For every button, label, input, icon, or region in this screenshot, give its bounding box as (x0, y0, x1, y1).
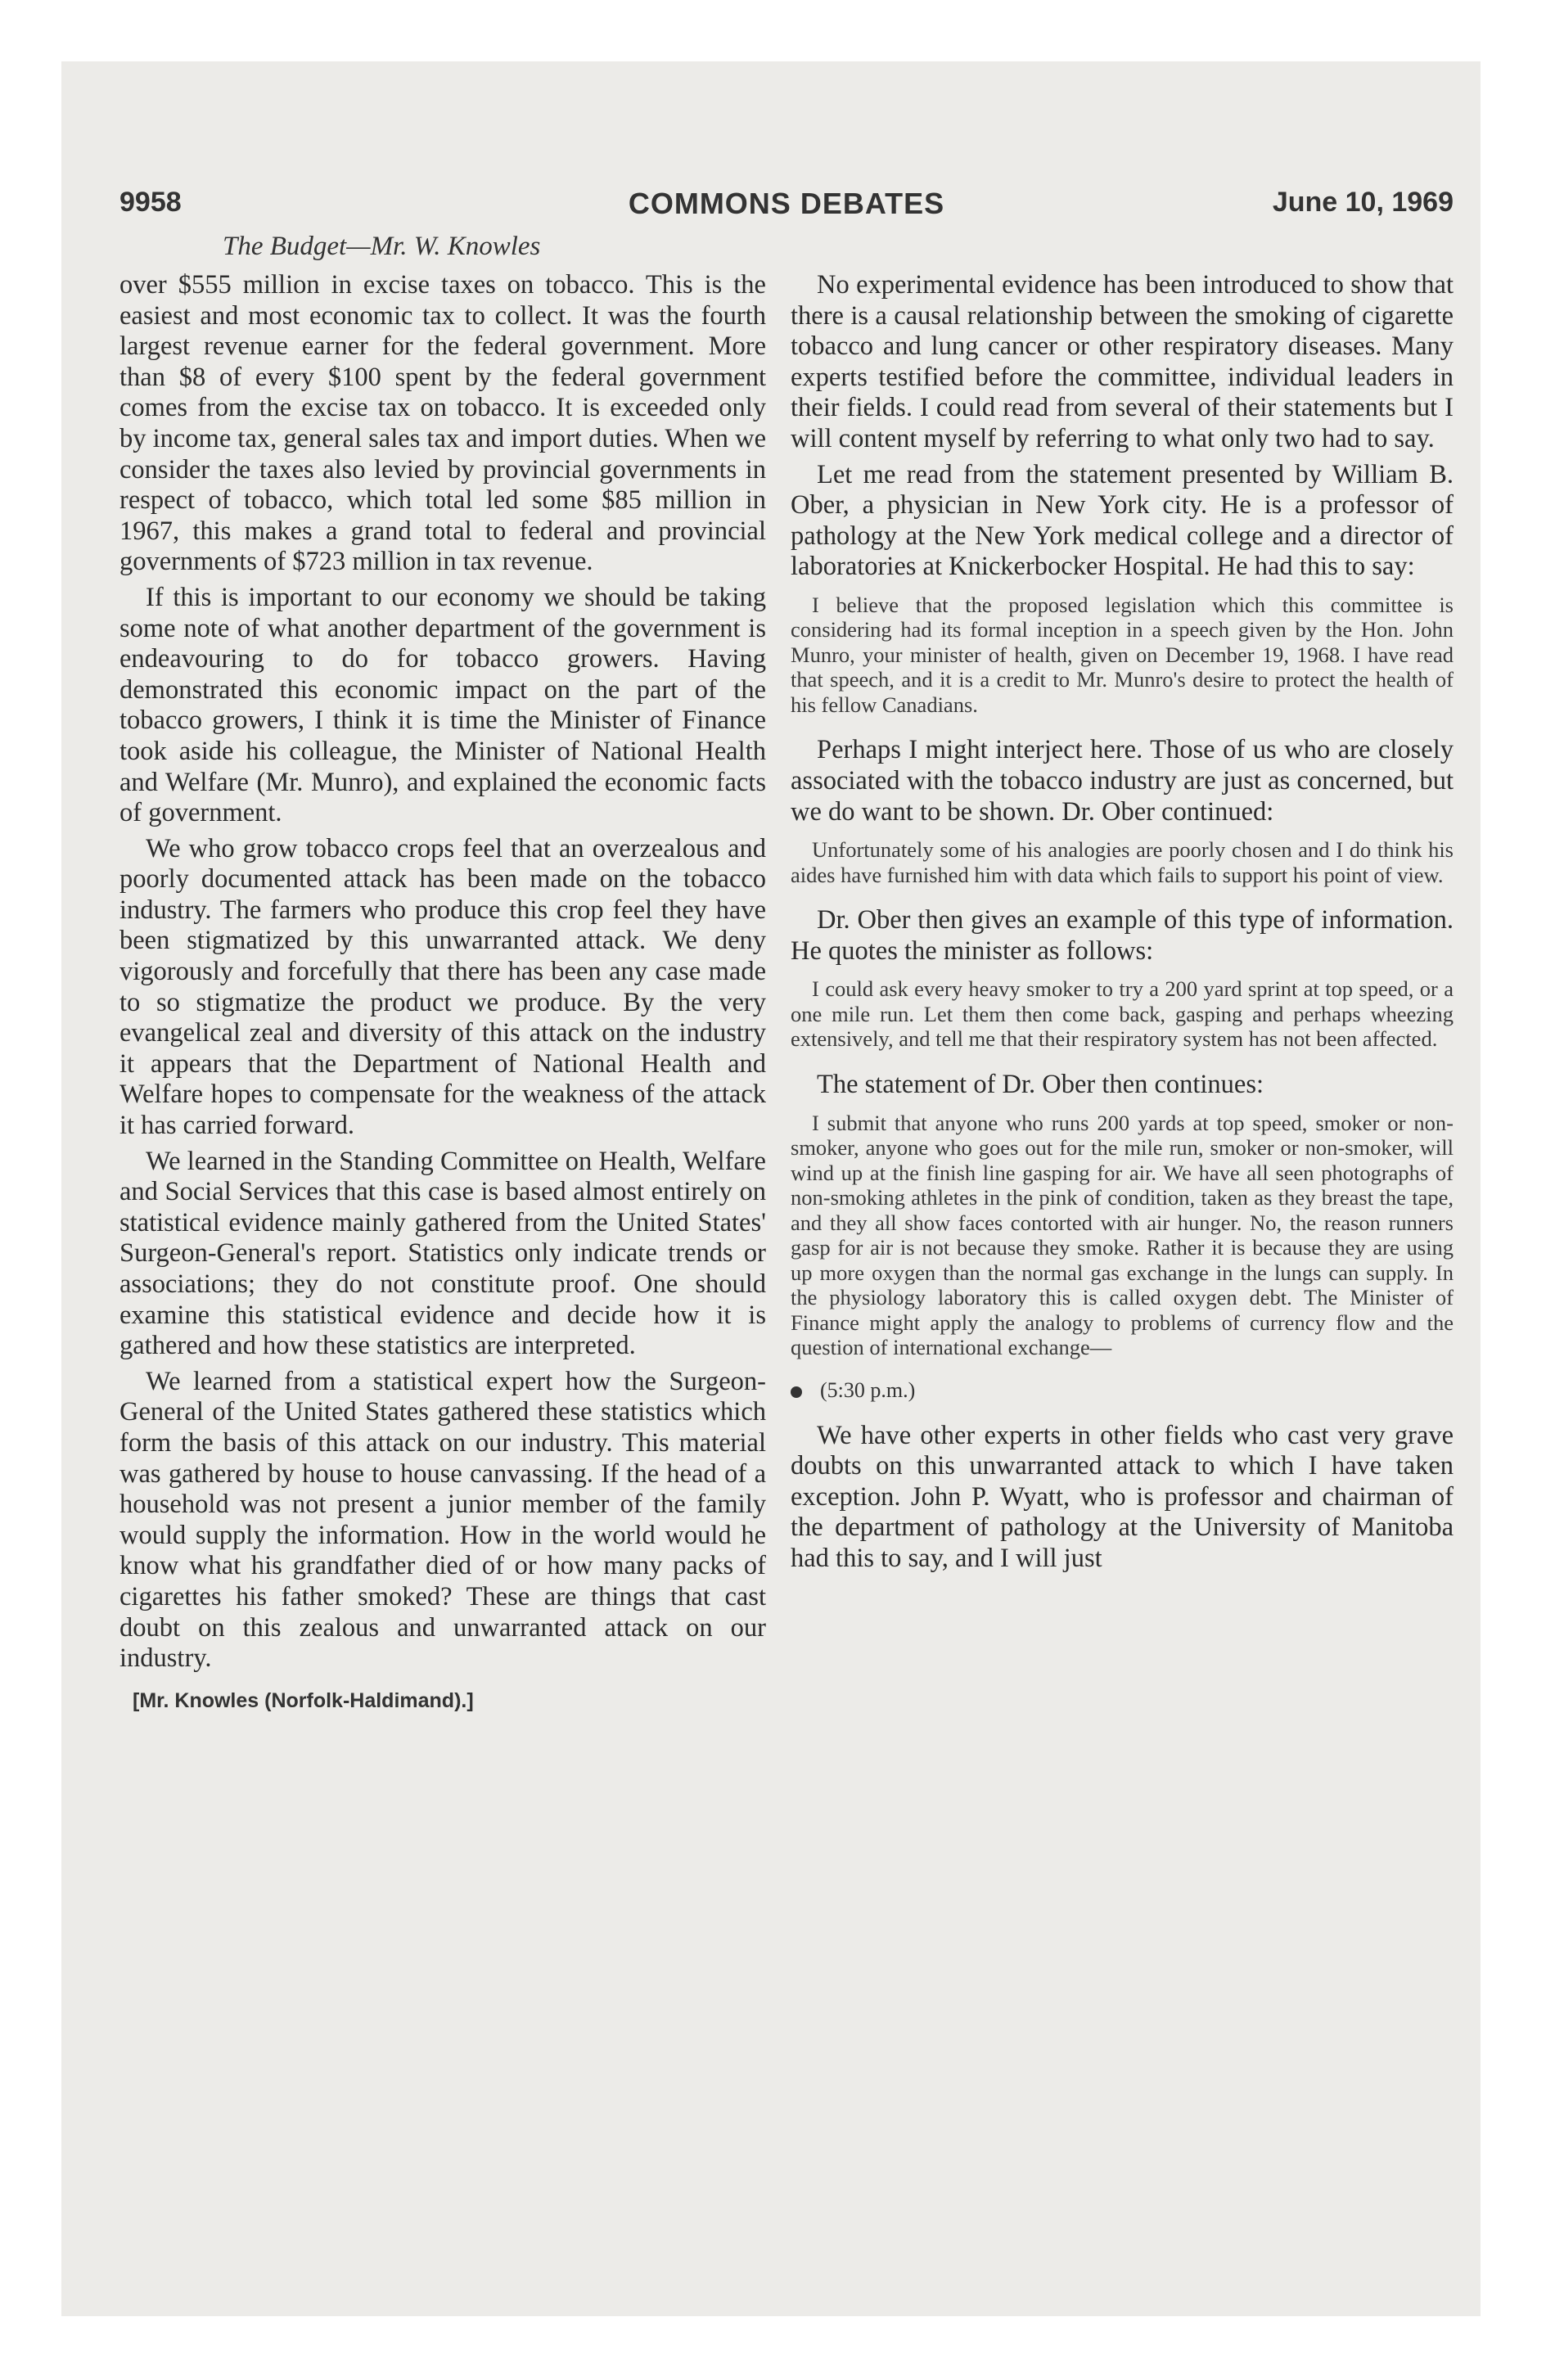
block-quote: Unfortunately some of his analogies are poorly chosen and I do think his aides have furnished him with data which fails to support his point of view. (791, 837, 1454, 887)
paragraph: No experimental evidence has been introduced to show that there is a causal relationship between the smoking of cigarette tobacco and lung cancer or other respiratory diseases. Many experts testified before the committee, individual leaders in their fields. I could read from several of their statements but I will content myself by referring to what only two had to say. (791, 270, 1454, 453)
time-marker-text: (5:30 p.m.) (820, 1377, 916, 1402)
running-head: The Budget—Mr. W. Knowles (223, 232, 541, 261)
bullet-dot-icon (791, 1386, 802, 1398)
publication-date: June 10, 1969 (1272, 187, 1454, 218)
paragraph: We have other experts in other fields who cast very grave doubts on this unwarranted attack to which I have taken exception. John P. Wyatt, who is professor and chairman of the department of pathology at the University of Manitoba had this to say, and I will just (791, 1420, 1454, 1573)
block-quote: I submit that anyone who runs 200 yards at top speed, smoker or non-smoker, anyone who goes out for the mile run, smoker or non-smoker, will wind up at the finish line gasping for air. We have all seen photographs of non-smoking athletes in the pink of condition, taken as they breast the tape, and they all show faces contorted with air hunger. No, the reason runners gasp for air is not because they smoke. Rather it is because they are using up more oxygen than the normal gas exchange in the lungs can supply. In the physiology laboratory this is called oxygen debt. The Minister of Finance might apply the analogy to problems of currency flow and the question of international exchange— (791, 1110, 1454, 1359)
paragraph: If this is important to our economy we should be taking some note of what another department of the government is endeavouring to do for tobacco growers. Having demonstrated this economic impact on the part of the tobacco growers, I think it is time the Minister of Finance took aside his colleague, the Minister of National Health and Welfare (Mr. Munro), and explained the economic facts of government. (119, 582, 766, 828)
page-header (119, 187, 1454, 228)
block-quote: I could ask every heavy smoker to try a 200 yard sprint at top speed, or a one mile run. Let them then come back, gasping and perhaps wheezing extensively, and tell me that their respiratory system has not been affected. (791, 976, 1454, 1052)
paragraph: Perhaps I might interject here. Those of us who are closely associated with the tobacco industry are just as concerned, but we do want to be shown. Dr. Ober continued: (791, 735, 1454, 827)
paragraph: We learned from a statistical expert how the Surgeon-General of the United States gathered these statistics which form the basis of this attack on our industry. This material was gathered by house to house canvassing. If the head of a household was not present a junior member of the family would supply the information. How in the world would he know what his grandfather died of or how many packs of cigarettes his father smoked? These are things that cast doubt on this zealous and unwarranted attack on our industry. (119, 1366, 766, 1674)
paragraph: The statement of Dr. Ober then continues: (817, 1069, 1264, 1099)
paragraph: Let me read from the statement presented by William B. Ober, a physician in New York city. He is a professor of pathology at the New York medical college and a director of laboratories at Knickerbocker Hospital. He had this to say: (791, 459, 1454, 582)
paragraph: over $555 million in excise taxes on tobacco. This is the easiest and most economic tax to collect. It was the fourth largest revenue earner for the federal government. More than $8 of every $100 spent by the federal government comes from the excise tax on tobacco. It is exceeded only by income tax, general sales tax and import duties. When we consider the taxes also levied by provincial governments in respect of tobacco, which total led some $85 million in 1967, this makes a grand total to federal and provincial governments of $723 million in tax revenue. (119, 270, 766, 577)
publication-title: COMMONS DEBATES (628, 187, 945, 220)
page-number: 9958 (119, 187, 182, 218)
right-column (791, 270, 1454, 1579)
time-marker (791, 1378, 1454, 1403)
speaker-tag: [Mr. Knowles (Norfolk-Haldimand).] (133, 1688, 474, 1712)
paragraph: We who grow tobacco crops feel that an overzealous and poorly documented attack has been made on the tobacco industry. The farmers who produce this crop feel they have been stigmatized by this unwarranted attack. We deny vigorously and forcefully that there has been any case made to so stigmatize the product we produce. By the very evangelical zeal and diversity of this attack on the industry it appears that the Department of National Health and Welfare hopes to compensate for the weakness of the attack it has carried forward. (119, 833, 766, 1141)
paragraph: Dr. Ober then gives an example of this type of information. He quotes the minister as follows: (791, 905, 1454, 966)
paragraph: We learned in the Standing Committee on Health, Welfare and Social Services that this case is based almost entirely on statistical evidence mainly gathered from the United States' Surgeon-General's report. Statistics only indicate trends or associations; they do not constitute proof. One should examine this statistical evidence and decide how it is gathered and how these statistics are interpreted. (119, 1146, 766, 1361)
left-column (119, 270, 766, 1713)
block-quote: I believe that the proposed legislation which this committee is considering had its formal inception in a speech given by the Hon. John Munro, your minister of health, given on December 19, 1968. I have read that speech, and it is a credit to Mr. Munro's desire to protect the health of his fellow Canadians. (791, 592, 1454, 717)
